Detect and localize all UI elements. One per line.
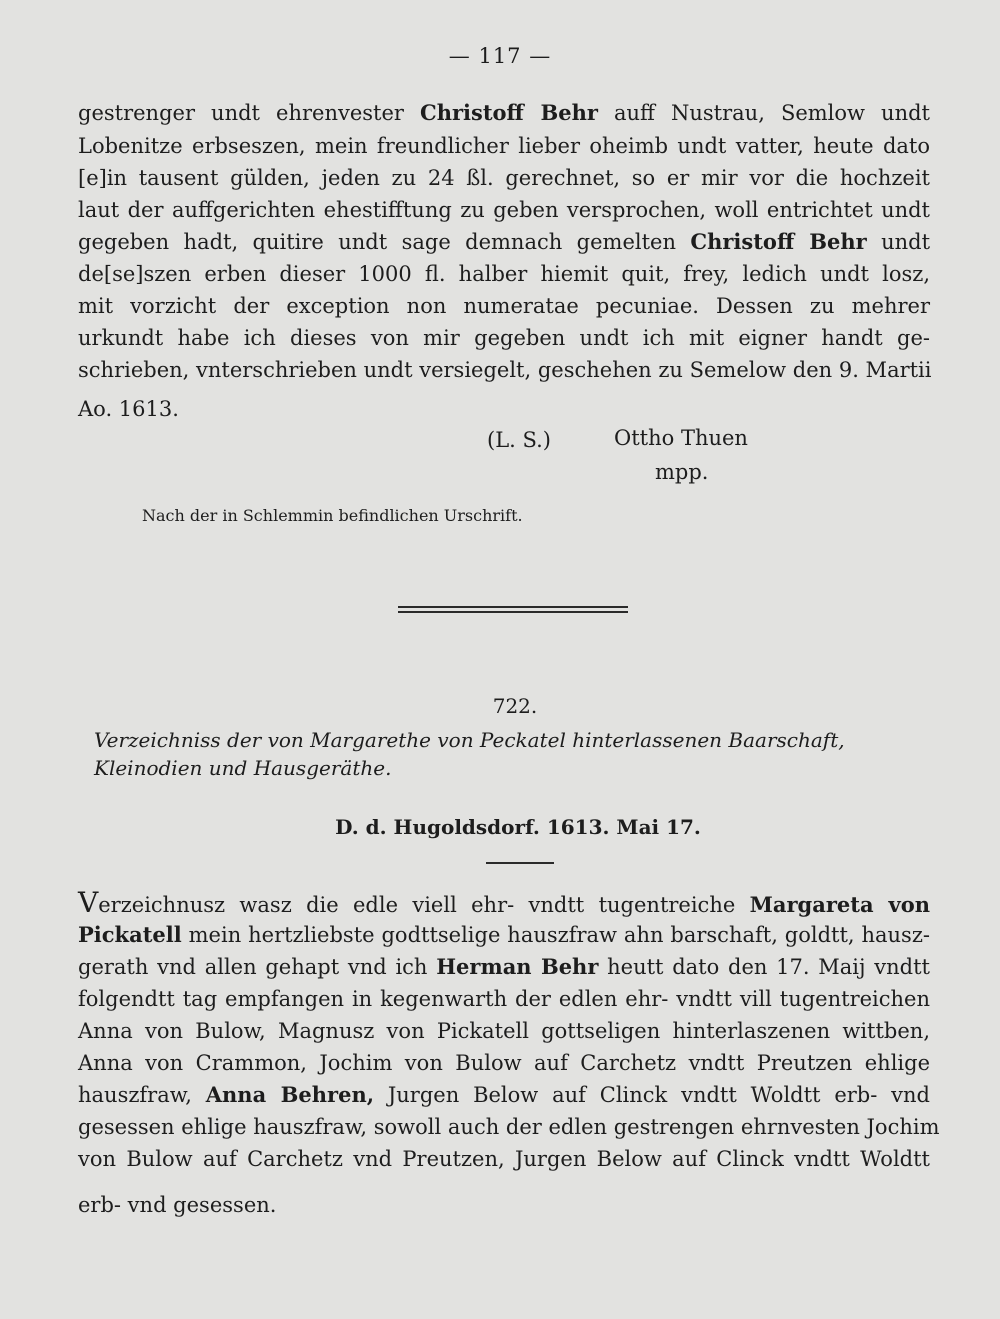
document-line bbox=[78, 1192, 930, 1218]
document-line bbox=[78, 886, 930, 919]
text-run: laut der auffgerichten ehestifftung zu geben versprochen, woll entrichtet undt bbox=[78, 198, 930, 222]
page-number: — 117 — bbox=[448, 44, 552, 68]
text-run: gegeben hadt, quitire undt sage demnach gemelten bbox=[78, 230, 691, 254]
text-run: Jurgen Below auf Clinck vndtt Woldtt erb- vnd bbox=[374, 1083, 930, 1107]
section-divider bbox=[398, 606, 628, 613]
text-run: Lobenitze erbseszen, mein freundlicher lieber oheimb undt vatter, heute dato bbox=[78, 134, 930, 158]
text-run: mein hertzliebste godttselige hauszfraw ahn barschaft, goldtt, hausz- bbox=[181, 923, 930, 947]
document-line bbox=[78, 1146, 930, 1172]
document-line bbox=[78, 986, 930, 1012]
text-run: folgendtt tag empfangen in kegenwarth der edlen ehr- vndtt vill tugentreichen bbox=[78, 987, 930, 1011]
document-number: 722. bbox=[492, 694, 538, 718]
source-note: Nach der in Schlemmin befindlichen Urschrift. bbox=[142, 506, 523, 525]
letter-line bbox=[78, 100, 930, 126]
letter-line bbox=[78, 133, 930, 159]
person-name: Christoff Behr bbox=[690, 229, 867, 254]
text-run: gestrenger undt ehrenvester bbox=[78, 101, 420, 125]
letter-line bbox=[78, 293, 930, 319]
text-run: schrieben, vnterschrieben undt versiegelt, geschehen zu Semelow den 9. Martii bbox=[78, 358, 932, 382]
text-run: auff Nustrau, Semlow undt bbox=[597, 101, 930, 125]
signer-name: Ottho Thuen bbox=[614, 426, 748, 450]
letter-line bbox=[78, 165, 930, 191]
letter-line bbox=[78, 325, 930, 351]
text-run: Anna von Crammon, Jochim von Bulow auf Carchetz vndtt Preutzen ehlige bbox=[78, 1051, 930, 1075]
text-run: heutt dato den 17. Maij vndtt bbox=[598, 955, 930, 979]
text-run: von Bulow auf Carchetz vnd Preutzen, Jurgen Below auf Clinck vndtt Woldtt bbox=[78, 1147, 930, 1171]
document-line bbox=[78, 922, 930, 948]
person-name: Pickatell bbox=[78, 922, 182, 947]
letter-line bbox=[78, 229, 930, 255]
document-line bbox=[78, 954, 930, 980]
text-run: hauszfraw, bbox=[78, 1083, 206, 1107]
letter-line bbox=[78, 357, 930, 383]
text-run: de[se]szen erben dieser 1000 fl. halber hiemit quit, frey, ledich undt losz, bbox=[78, 262, 930, 286]
text-run: [e]in tausent gülden, jeden zu 24 ßl. gerechnet, so er mir vor die hochzeit bbox=[78, 166, 930, 190]
person-name: Anna Behren, bbox=[205, 1082, 375, 1107]
short-divider bbox=[486, 862, 554, 864]
letter-line bbox=[78, 261, 930, 287]
text-run: mit vorzicht der exception non numeratae pecuniae. Dessen zu mehrer bbox=[78, 294, 930, 318]
text-run: Ao. 1613. bbox=[78, 397, 179, 421]
text-run: erzeichnusz wasz die edle viell ehr- vndtt tugentreiche bbox=[98, 893, 750, 917]
text-run: erb- vnd gesessen. bbox=[78, 1193, 277, 1217]
letter-line bbox=[78, 396, 930, 422]
document-line bbox=[78, 1114, 940, 1140]
document-line bbox=[78, 1050, 930, 1076]
text-run: gerath vnd allen gehapt vnd ich bbox=[78, 955, 437, 979]
seal-mark: (L. S.) bbox=[487, 428, 551, 452]
letter-line bbox=[78, 197, 930, 223]
text-run: urkundt habe ich dieses von mir gegeben undt ich mit eigner handt ge- bbox=[78, 326, 930, 350]
person-name: Margareta von bbox=[749, 892, 930, 917]
signer-mark: mpp. bbox=[655, 460, 709, 484]
text-run: gesessen ehlige hauszfraw, sowoll auch der edlen gestrengen ehrnvesten Jochim bbox=[78, 1115, 940, 1139]
text-run: undt bbox=[866, 230, 931, 254]
person-name: Herman Behr bbox=[436, 954, 599, 979]
text-run: Anna von Bulow, Magnusz von Pickatell gottseligen hinterlaszenen wittben, bbox=[78, 1019, 930, 1043]
document-date: D. d. Hugoldsdorf. 1613. Mai 17. bbox=[335, 815, 701, 839]
person-name: Christoff Behr bbox=[420, 100, 598, 125]
document-title: Verzeichniss der von Margarethe von Peckatel hinterlassenen Baarschaft, Kleinodien und Hausgeräthe. bbox=[94, 728, 845, 780]
initial-letter: V bbox=[78, 886, 99, 919]
document-line bbox=[78, 1018, 930, 1044]
document-line bbox=[78, 1082, 930, 1108]
